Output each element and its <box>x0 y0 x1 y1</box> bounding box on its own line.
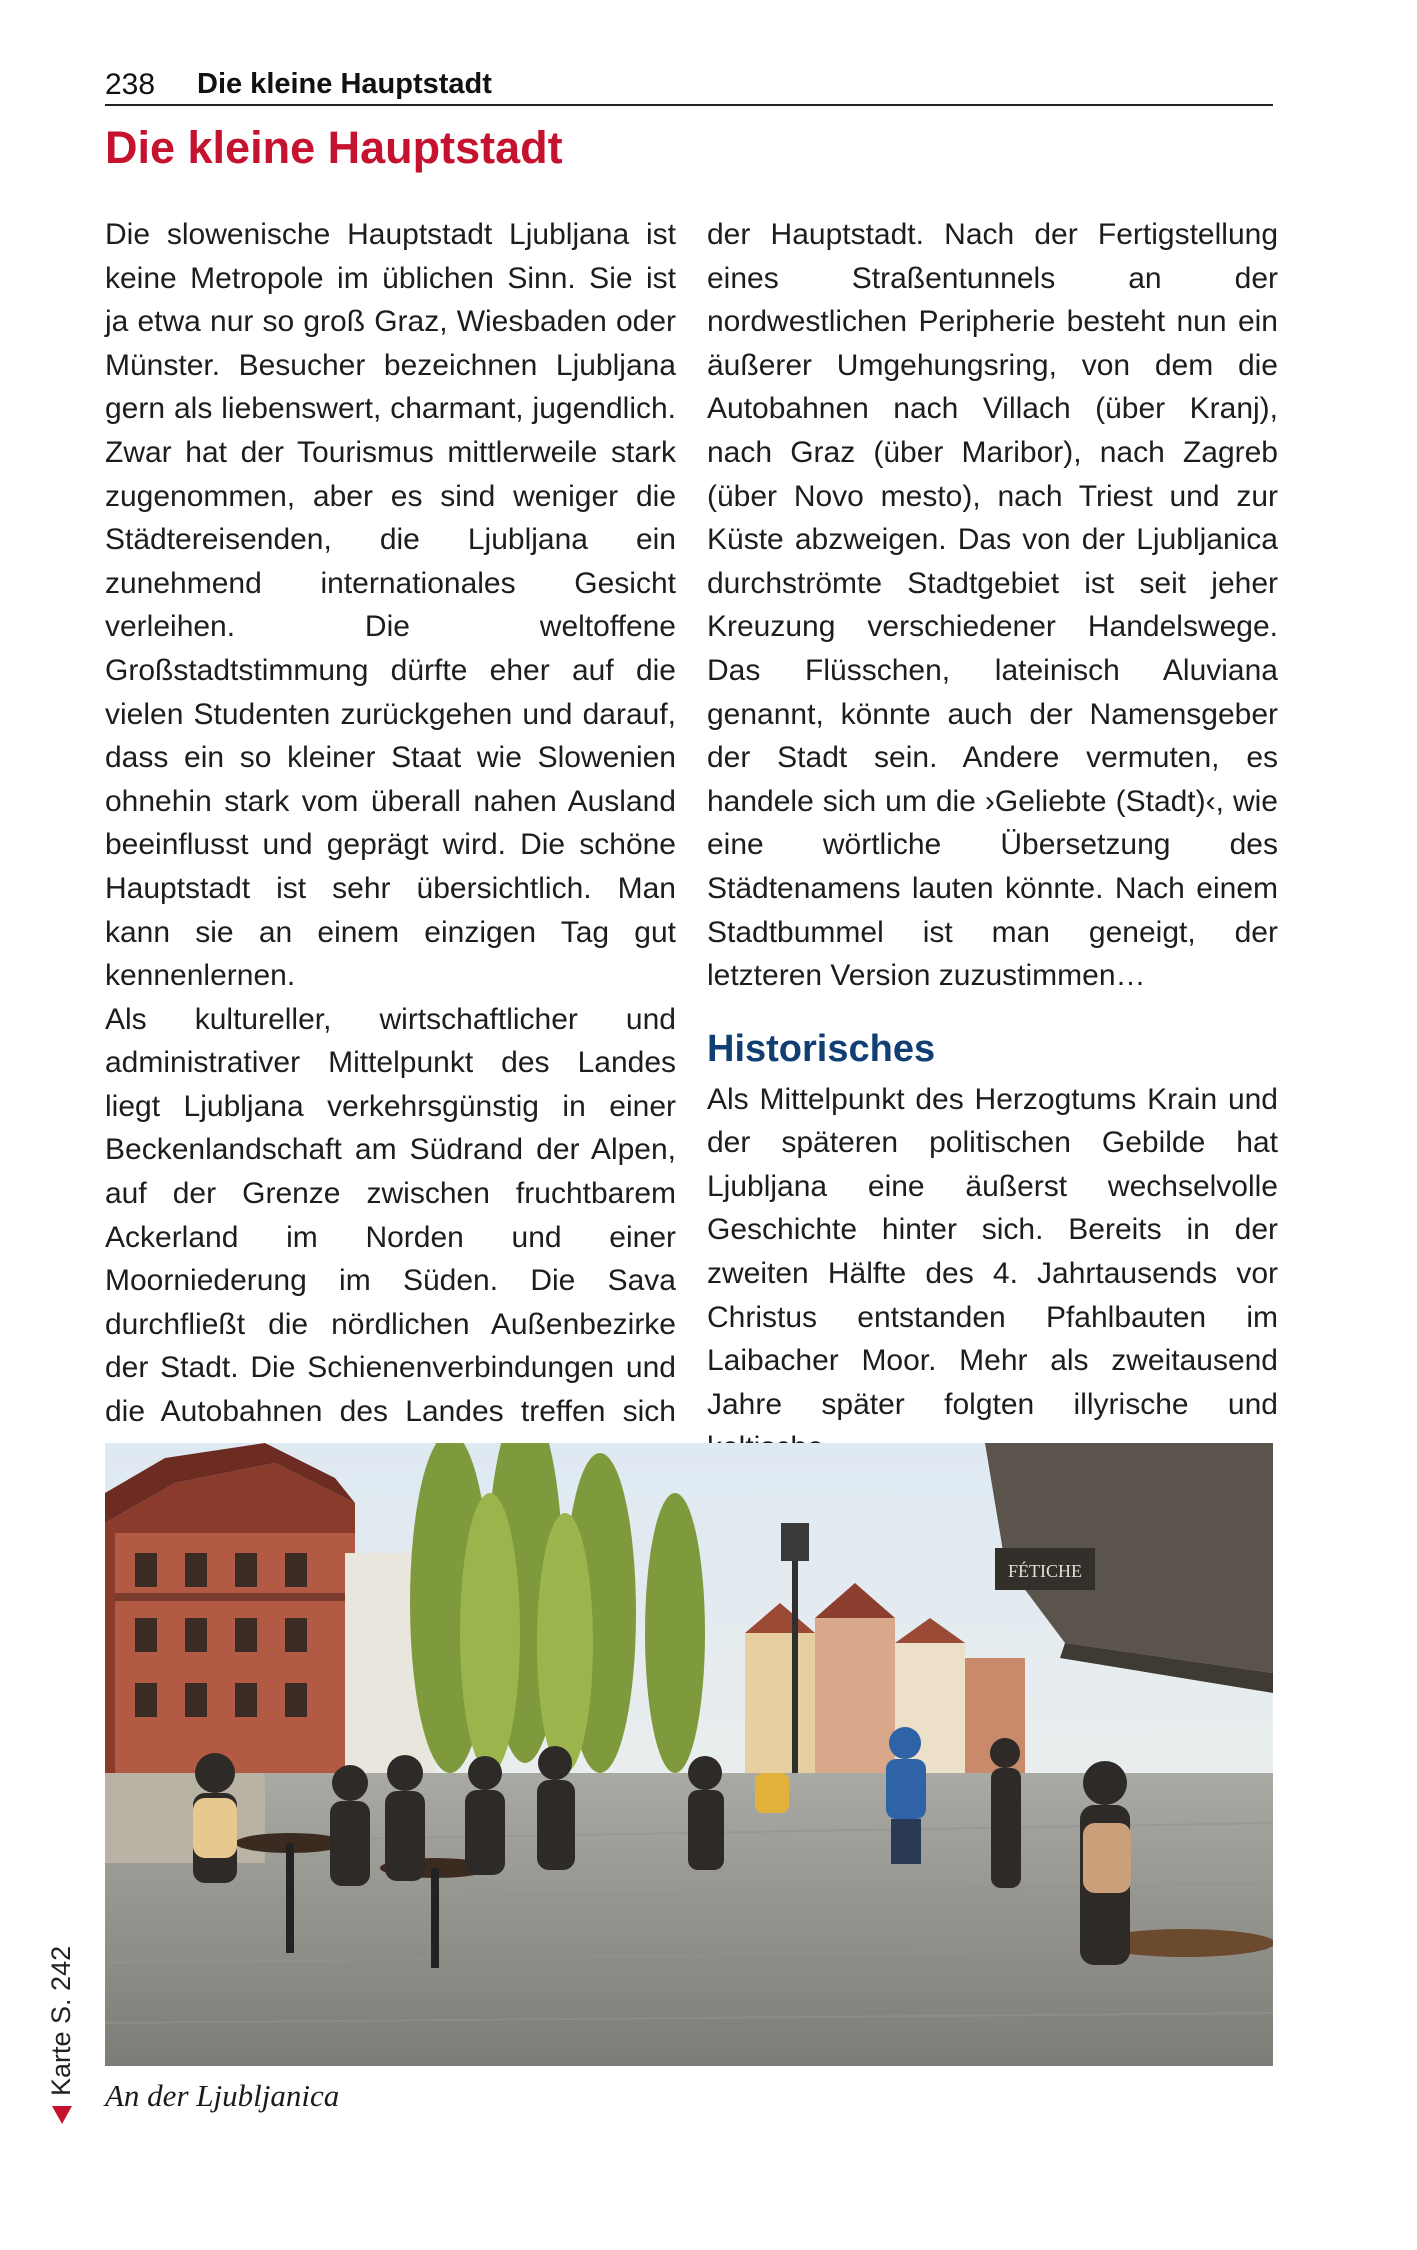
map-reference-label: Karte S. 242 <box>46 1945 76 2096</box>
photo-caption: An der Ljubljanica <box>105 2078 340 2113</box>
street-cafe-photo <box>105 1443 1273 2066</box>
running-head <box>105 64 1273 106</box>
map-reference <box>46 1945 90 2250</box>
text-column-right <box>707 213 1278 1470</box>
paragraph: Als kultureller, wirtschaftlicher und administrativer Mittelpunkt des Landes liegt Ljubljana verkehrsgünstig in einer Beckenlandschaft am Südrand der Alpen, auf der Grenze zwischen fruchtbarem Ackerland im Norden und einer Moorniederung im Süden. Die Sava durchfließt die nördlichen Außenbezirke der Stadt. Die Schienenverbindungen und die Autobahnen des Landes treffen sich <box>105 1002 676 1429</box>
cafe-sign: FÉTICHE <box>1008 1561 1082 1581</box>
running-head-title: Die kleine Hauptstadt <box>197 68 492 100</box>
paragraph: Die slowenische Hauptstadt Ljubljana ist keine Metropole im üblichen Sinn. Sie ist ja etwa nur so groß Graz, Wiesbaden oder Münster. Besucher bezeichnen Ljubljana gern als liebenswert, charmant, jugendlich. Zwar hat der Tourismus mittlerweile stark zugenommen, aber es sind weniger die Städtereisenden, die Ljubljana ein zunehmend internationales Gesicht verleihen. Die weltoffene Großstadtstimmung dürfte eher auf die vielen Studenten zurückgehen und darauf, dass ein so kleiner Staat wie Slowenien ohnehin stark vom überall nahen Ausland beeinflusst und geprägt wird. Die schöne Hauptstadt ist sehr übersichtlich. Man kann sie an einem einzigen Tag gut kennenlernen. <box>105 218 676 993</box>
paragraph: der Hauptstadt. Nach der Fertigstellung eines Straßentunnels an der nordwestlichen Peripherie besteht nun ein äußerer Umgehungsring, von dem die Autobahnen nach Villach (über Kranj), nach Graz (über Maribor), nach Zagreb (über Novo mesto), nach Triest und zur Küste abzweigen. Das von der Ljubljanica durchströmte Stadtgebiet ist seit jeher Kreuzung verschiedener Handelswege. Das Flüsschen, lateinisch Aluviana genannt, könnte auch der Namensgeber der Stadt sein. Andere vermuten, es handele sich um die ›Geliebte (Stadt)‹, wie eine wörtliche Übersetzung des Städtenamens lauten könnte. Nach einem Stadtbummel ist man geneigt, der letzteren Version zuzustimmen… <box>707 218 1278 993</box>
section-heading-historisches: Historisches <box>707 1027 936 1070</box>
paragraph: Als Mittelpunkt des Herzogtums Krain und der späteren politischen Gebilde hat Ljubljana eine äußerst wechselvolle Geschichte hinter sich. Bereits in der zweiten Hälfte des 4. Jahrtausends vor Christus entstanden Pfahlbauten im Laibacher Moor. Mehr als zweitausend Jahre später folgten illyrische und <box>707 1082 1278 1421</box>
map-arrow-icon <box>52 2106 72 2124</box>
page-number: 238 <box>105 68 156 101</box>
chapter-title: Die kleine Hauptstadt <box>105 122 563 173</box>
text-column-left <box>105 213 676 1477</box>
